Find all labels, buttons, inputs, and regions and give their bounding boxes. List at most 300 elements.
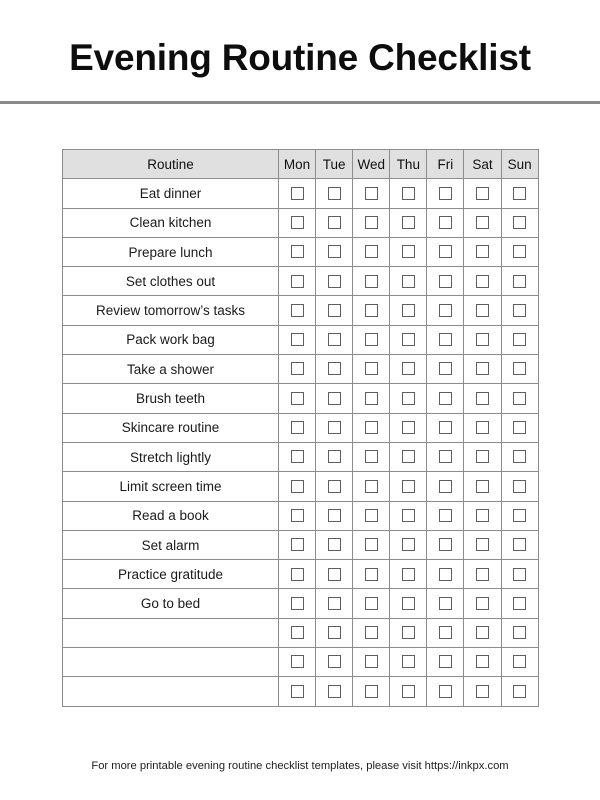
column-header-sun: Sun (501, 150, 538, 179)
checkbox-cell-sat[interactable] (464, 325, 501, 354)
checkbox-cell-sat[interactable] (464, 589, 501, 618)
checkbox-cell-sun[interactable] (501, 589, 538, 618)
checkbox-icon[interactable] (365, 597, 378, 610)
checkbox-cell-tue[interactable] (316, 501, 353, 530)
checkbox-cell-sat[interactable] (464, 208, 501, 237)
routine-label: Take a shower (63, 355, 279, 384)
checkbox-cell-mon[interactable] (279, 325, 316, 354)
checkbox-cell-thu[interactable] (390, 560, 427, 589)
title-divider (0, 101, 600, 104)
checkbox-icon[interactable] (439, 275, 452, 288)
checkbox-cell-sat[interactable] (464, 267, 501, 296)
checkbox-icon[interactable] (476, 626, 489, 639)
checkbox-icon[interactable] (365, 216, 378, 229)
routine-label: Clean kitchen (63, 208, 279, 237)
checkbox-icon[interactable] (476, 362, 489, 375)
checkbox-icon[interactable] (476, 333, 489, 346)
checkbox-icon[interactable] (476, 509, 489, 522)
checkbox-cell-wed[interactable] (353, 267, 390, 296)
checkbox-icon[interactable] (365, 538, 378, 551)
checkbox-cell-tue[interactable] (316, 384, 353, 413)
checkbox-icon[interactable] (513, 568, 526, 581)
checkbox-icon[interactable] (328, 245, 341, 258)
checkbox-icon[interactable] (476, 304, 489, 317)
column-header-thu: Thu (390, 150, 427, 179)
checkbox-cell-thu[interactable] (390, 413, 427, 442)
routine-label: Prepare lunch (63, 237, 279, 266)
checkbox-cell-mon[interactable] (279, 355, 316, 384)
checkbox-icon[interactable] (402, 480, 415, 493)
checkbox-cell-tue[interactable] (316, 530, 353, 559)
checkbox-cell-mon[interactable] (279, 501, 316, 530)
routine-label: Set alarm (63, 530, 279, 559)
checkbox-cell-wed[interactable] (353, 618, 390, 647)
checkbox-icon[interactable] (476, 538, 489, 551)
checkbox-icon[interactable] (402, 245, 415, 258)
checkbox-cell-thu[interactable] (390, 677, 427, 706)
routine-label: Stretch lightly (63, 442, 279, 471)
routine-label (63, 648, 279, 677)
checkbox-icon[interactable] (291, 655, 304, 668)
checkbox-icon[interactable] (439, 509, 452, 522)
checkbox-icon[interactable] (291, 509, 304, 522)
checkbox-icon[interactable] (291, 304, 304, 317)
checkbox-icon[interactable] (328, 187, 341, 200)
checkbox-cell-tue[interactable] (316, 472, 353, 501)
checkbox-cell-wed[interactable] (353, 179, 390, 208)
routine-label: Skincare routine (63, 413, 279, 442)
table-row (63, 325, 539, 354)
checkbox-icon[interactable] (365, 187, 378, 200)
checkbox-icon[interactable] (476, 685, 489, 698)
checkbox-icon[interactable] (402, 450, 415, 463)
checkbox-icon[interactable] (328, 304, 341, 317)
checkbox-cell-fri[interactable] (427, 560, 464, 589)
checkbox-icon[interactable] (365, 626, 378, 639)
checkbox-icon[interactable] (513, 245, 526, 258)
checkbox-cell-fri[interactable] (427, 413, 464, 442)
checkbox-cell-sat[interactable] (464, 237, 501, 266)
checkbox-icon[interactable] (291, 216, 304, 229)
checkbox-cell-wed[interactable] (353, 355, 390, 384)
checkbox-cell-fri[interactable] (427, 442, 464, 471)
checkbox-cell-thu[interactable] (390, 648, 427, 677)
checkbox-cell-mon[interactable] (279, 179, 316, 208)
table-row (63, 472, 539, 501)
checkbox-icon[interactable] (402, 626, 415, 639)
checkbox-cell-mon[interactable] (279, 413, 316, 442)
routine-label: Brush teeth (63, 384, 279, 413)
checkbox-icon[interactable] (365, 304, 378, 317)
checkbox-cell-sat[interactable] (464, 530, 501, 559)
checkbox-icon[interactable] (476, 597, 489, 610)
checkbox-icon[interactable] (402, 685, 415, 698)
checkbox-icon[interactable] (439, 245, 452, 258)
checkbox-icon[interactable] (476, 655, 489, 668)
checkbox-icon[interactable] (439, 362, 452, 375)
checkbox-icon[interactable] (328, 275, 341, 288)
checkbox-cell-thu[interactable] (390, 472, 427, 501)
checkbox-cell-mon[interactable] (279, 384, 316, 413)
checkbox-icon[interactable] (439, 216, 452, 229)
checkbox-cell-tue[interactable] (316, 237, 353, 266)
checkbox-cell-wed[interactable] (353, 442, 390, 471)
checkbox-cell-thu[interactable] (390, 355, 427, 384)
checkbox-cell-fri[interactable] (427, 501, 464, 530)
checkbox-icon[interactable] (328, 216, 341, 229)
routine-label: Set clothes out (63, 267, 279, 296)
checkbox-cell-thu[interactable] (390, 208, 427, 237)
checkbox-icon[interactable] (439, 597, 452, 610)
checkbox-cell-thu[interactable] (390, 589, 427, 618)
routine-label: Read a book (63, 501, 279, 530)
checkbox-icon[interactable] (402, 392, 415, 405)
checkbox-icon[interactable] (365, 685, 378, 698)
checkbox-icon[interactable] (513, 597, 526, 610)
routine-label: Limit screen time (63, 472, 279, 501)
table-row (63, 267, 539, 296)
checkbox-cell-wed[interactable] (353, 648, 390, 677)
checkbox-cell-sun[interactable] (501, 648, 538, 677)
checkbox-icon[interactable] (439, 626, 452, 639)
checkbox-icon[interactable] (513, 362, 526, 375)
checkbox-icon[interactable] (291, 450, 304, 463)
checkbox-cell-fri[interactable] (427, 179, 464, 208)
checkbox-icon[interactable] (513, 275, 526, 288)
checkbox-icon[interactable] (439, 421, 452, 434)
checkbox-icon[interactable] (291, 597, 304, 610)
checkbox-icon[interactable] (476, 275, 489, 288)
title-area (0, 0, 600, 80)
checkbox-icon[interactable] (365, 392, 378, 405)
checkbox-cell-fri[interactable] (427, 677, 464, 706)
checklist-table-wrap (62, 149, 538, 707)
checkbox-cell-tue[interactable] (316, 560, 353, 589)
checkbox-icon[interactable] (513, 187, 526, 200)
checkbox-icon[interactable] (402, 597, 415, 610)
routine-label (63, 618, 279, 647)
checkbox-cell-tue[interactable] (316, 677, 353, 706)
checkbox-cell-thu[interactable] (390, 618, 427, 647)
checkbox-cell-wed[interactable] (353, 560, 390, 589)
checkbox-cell-mon[interactable] (279, 208, 316, 237)
checkbox-cell-wed[interactable] (353, 237, 390, 266)
checkbox-icon[interactable] (513, 450, 526, 463)
checkbox-icon[interactable] (476, 216, 489, 229)
table-row (63, 560, 539, 589)
checkbox-icon[interactable] (439, 333, 452, 346)
checkbox-icon[interactable] (291, 392, 304, 405)
table-row (63, 530, 539, 559)
checkbox-cell-thu[interactable] (390, 267, 427, 296)
checkbox-cell-sat[interactable] (464, 442, 501, 471)
checkbox-cell-sat[interactable] (464, 413, 501, 442)
checkbox-icon[interactable] (439, 568, 452, 581)
checkbox-icon[interactable] (476, 480, 489, 493)
checkbox-cell-sun[interactable] (501, 677, 538, 706)
checkbox-cell-sun[interactable] (501, 179, 538, 208)
checkbox-cell-fri[interactable] (427, 355, 464, 384)
checkbox-cell-thu[interactable] (390, 442, 427, 471)
checkbox-cell-wed[interactable] (353, 296, 390, 325)
checkbox-cell-mon[interactable] (279, 589, 316, 618)
checkbox-cell-sun[interactable] (501, 296, 538, 325)
checkbox-cell-wed[interactable] (353, 472, 390, 501)
checkbox-icon[interactable] (513, 509, 526, 522)
routine-label: Eat dinner (63, 179, 279, 208)
checkbox-cell-sat[interactable] (464, 384, 501, 413)
routine-label: Practice gratitude (63, 560, 279, 589)
table-row (63, 618, 539, 647)
routine-label (63, 677, 279, 706)
checkbox-icon[interactable] (513, 480, 526, 493)
checkbox-cell-wed[interactable] (353, 677, 390, 706)
checkbox-icon[interactable] (439, 392, 452, 405)
table-row (63, 501, 539, 530)
checkbox-cell-mon[interactable] (279, 442, 316, 471)
checkbox-cell-fri[interactable] (427, 237, 464, 266)
table-row (63, 355, 539, 384)
checkbox-cell-wed[interactable] (353, 501, 390, 530)
checkbox-icon[interactable] (328, 509, 341, 522)
checkbox-cell-mon[interactable] (279, 296, 316, 325)
checkbox-cell-sat[interactable] (464, 618, 501, 647)
checkbox-cell-fri[interactable] (427, 589, 464, 618)
checkbox-cell-tue[interactable] (316, 355, 353, 384)
checkbox-cell-mon[interactable] (279, 267, 316, 296)
checkbox-cell-mon[interactable] (279, 472, 316, 501)
checkbox-cell-tue[interactable] (316, 589, 353, 618)
checkbox-cell-sun[interactable] (501, 267, 538, 296)
checkbox-icon[interactable] (328, 333, 341, 346)
column-header-mon: Mon (279, 150, 316, 179)
checkbox-icon[interactable] (513, 421, 526, 434)
checkbox-cell-mon[interactable] (279, 530, 316, 559)
checkbox-icon[interactable] (291, 626, 304, 639)
checkbox-cell-tue[interactable] (316, 267, 353, 296)
checkbox-icon[interactable] (328, 421, 341, 434)
checkbox-cell-fri[interactable] (427, 648, 464, 677)
checkbox-cell-thu[interactable] (390, 179, 427, 208)
page-title: Evening Routine Checklist (69, 37, 531, 78)
routine-label: Pack work bag (63, 325, 279, 354)
checkbox-icon[interactable] (513, 392, 526, 405)
checkbox-icon[interactable] (328, 392, 341, 405)
checkbox-icon[interactable] (291, 538, 304, 551)
checkbox-cell-fri[interactable] (427, 267, 464, 296)
checkbox-cell-sat[interactable] (464, 560, 501, 589)
checkbox-icon[interactable] (513, 216, 526, 229)
checkbox-icon[interactable] (291, 362, 304, 375)
checkbox-icon[interactable] (328, 480, 341, 493)
checkbox-icon[interactable] (476, 392, 489, 405)
checkbox-icon[interactable] (291, 480, 304, 493)
table-row (63, 384, 539, 413)
checkbox-icon[interactable] (439, 187, 452, 200)
checkbox-cell-thu[interactable] (390, 325, 427, 354)
checkbox-cell-sat[interactable] (464, 677, 501, 706)
checkbox-icon[interactable] (513, 333, 526, 346)
checkbox-cell-sat[interactable] (464, 501, 501, 530)
checkbox-icon[interactable] (513, 685, 526, 698)
checkbox-cell-wed[interactable] (353, 589, 390, 618)
table-row (63, 237, 539, 266)
checkbox-cell-mon[interactable] (279, 237, 316, 266)
checkbox-icon[interactable] (513, 655, 526, 668)
checkbox-icon[interactable] (365, 480, 378, 493)
checkbox-cell-sat[interactable] (464, 472, 501, 501)
checkbox-cell-sat[interactable] (464, 296, 501, 325)
checkbox-cell-fri[interactable] (427, 325, 464, 354)
checkbox-cell-sun[interactable] (501, 237, 538, 266)
checkbox-icon[interactable] (291, 685, 304, 698)
checkbox-icon[interactable] (328, 568, 341, 581)
checkbox-cell-thu[interactable] (390, 237, 427, 266)
checkbox-cell-tue[interactable] (316, 296, 353, 325)
checkbox-cell-sun[interactable] (501, 413, 538, 442)
checkbox-icon[interactable] (328, 626, 341, 639)
checklist-table (62, 149, 539, 707)
table-row (63, 589, 539, 618)
checkbox-cell-wed[interactable] (353, 413, 390, 442)
checkbox-icon[interactable] (365, 509, 378, 522)
checkbox-cell-fri[interactable] (427, 384, 464, 413)
checkbox-icon[interactable] (291, 421, 304, 434)
checkbox-icon[interactable] (402, 216, 415, 229)
checkbox-cell-tue[interactable] (316, 208, 353, 237)
checkbox-icon[interactable] (476, 187, 489, 200)
checkbox-icon[interactable] (328, 362, 341, 375)
checkbox-cell-fri[interactable] (427, 472, 464, 501)
checkbox-icon[interactable] (291, 568, 304, 581)
checkbox-cell-tue[interactable] (316, 325, 353, 354)
checkbox-icon[interactable] (402, 304, 415, 317)
checkbox-icon[interactable] (476, 568, 489, 581)
checkbox-cell-fri[interactable] (427, 618, 464, 647)
checkbox-icon[interactable] (476, 245, 489, 258)
checkbox-cell-sun[interactable] (501, 472, 538, 501)
checkbox-cell-sun[interactable] (501, 325, 538, 354)
checkbox-cell-thu[interactable] (390, 296, 427, 325)
table-body (63, 179, 539, 706)
checkbox-icon[interactable] (476, 421, 489, 434)
checkbox-cell-tue[interactable] (316, 618, 353, 647)
routine-label: Review tomorrow’s tasks (63, 296, 279, 325)
column-header-tue: Tue (316, 150, 353, 179)
checkbox-cell-fri[interactable] (427, 296, 464, 325)
table-row (63, 296, 539, 325)
table-row (63, 413, 539, 442)
column-header-sat: Sat (464, 150, 501, 179)
checkbox-icon[interactable] (402, 509, 415, 522)
table-header (63, 150, 539, 179)
checkbox-cell-thu[interactable] (390, 384, 427, 413)
checkbox-cell-mon[interactable] (279, 560, 316, 589)
checkbox-cell-mon[interactable] (279, 618, 316, 647)
checkbox-icon[interactable] (365, 568, 378, 581)
checkbox-icon[interactable] (402, 538, 415, 551)
checkbox-cell-sun[interactable] (501, 208, 538, 237)
checkbox-icon[interactable] (439, 685, 452, 698)
checkbox-icon[interactable] (476, 450, 489, 463)
checkbox-cell-sun[interactable] (501, 384, 538, 413)
checkbox-cell-sun[interactable] (501, 618, 538, 647)
checkbox-cell-sun[interactable] (501, 560, 538, 589)
checkbox-cell-sat[interactable] (464, 355, 501, 384)
checkbox-cell-sun[interactable] (501, 501, 538, 530)
checkbox-icon[interactable] (513, 626, 526, 639)
checkbox-cell-tue[interactable] (316, 648, 353, 677)
checkbox-icon[interactable] (402, 333, 415, 346)
checkbox-cell-fri[interactable] (427, 530, 464, 559)
checkbox-icon[interactable] (291, 245, 304, 258)
checkbox-icon[interactable] (402, 655, 415, 668)
table-row (63, 208, 539, 237)
checkbox-cell-tue[interactable] (316, 179, 353, 208)
checkbox-cell-wed[interactable] (353, 208, 390, 237)
checkbox-cell-sun[interactable] (501, 442, 538, 471)
checkbox-icon[interactable] (365, 450, 378, 463)
column-header-wed: Wed (353, 150, 390, 179)
checkbox-cell-wed[interactable] (353, 530, 390, 559)
checkbox-cell-sun[interactable] (501, 355, 538, 384)
checkbox-cell-thu[interactable] (390, 530, 427, 559)
checkbox-icon[interactable] (402, 362, 415, 375)
checkbox-icon[interactable] (402, 568, 415, 581)
table-row (63, 677, 539, 706)
checkbox-icon[interactable] (365, 362, 378, 375)
checkbox-icon[interactable] (365, 275, 378, 288)
checkbox-cell-wed[interactable] (353, 384, 390, 413)
checkbox-cell-wed[interactable] (353, 325, 390, 354)
footer-note: For more printable evening routine checklist templates, please visit https://inkpx.com (91, 760, 509, 772)
checkbox-cell-sat[interactable] (464, 648, 501, 677)
checkbox-cell-tue[interactable] (316, 442, 353, 471)
checkbox-icon[interactable] (328, 450, 341, 463)
checkbox-icon[interactable] (365, 421, 378, 434)
checkbox-icon[interactable] (439, 480, 452, 493)
checkbox-cell-mon[interactable] (279, 677, 316, 706)
checkbox-icon[interactable] (365, 333, 378, 346)
checkbox-icon[interactable] (439, 304, 452, 317)
checkbox-icon[interactable] (291, 187, 304, 200)
checkbox-cell-mon[interactable] (279, 648, 316, 677)
checkbox-icon[interactable] (513, 538, 526, 551)
table-row (63, 179, 539, 208)
checkbox-cell-fri[interactable] (427, 208, 464, 237)
checkbox-icon[interactable] (328, 685, 341, 698)
checkbox-cell-thu[interactable] (390, 501, 427, 530)
checkbox-cell-sat[interactable] (464, 179, 501, 208)
checkbox-cell-sun[interactable] (501, 530, 538, 559)
checkbox-cell-tue[interactable] (316, 413, 353, 442)
checkbox-icon[interactable] (328, 655, 341, 668)
checkbox-icon[interactable] (402, 187, 415, 200)
checkbox-icon[interactable] (365, 655, 378, 668)
checkbox-icon[interactable] (365, 245, 378, 258)
checkbox-icon[interactable] (291, 275, 304, 288)
checkbox-icon[interactable] (328, 597, 341, 610)
checkbox-icon[interactable] (291, 333, 304, 346)
checkbox-icon[interactable] (328, 538, 341, 551)
checkbox-icon[interactable] (402, 275, 415, 288)
checkbox-icon[interactable] (439, 450, 452, 463)
checkbox-icon[interactable] (439, 655, 452, 668)
checkbox-icon[interactable] (402, 421, 415, 434)
checkbox-icon[interactable] (439, 538, 452, 551)
checkbox-icon[interactable] (513, 304, 526, 317)
table-header-row (63, 150, 539, 179)
